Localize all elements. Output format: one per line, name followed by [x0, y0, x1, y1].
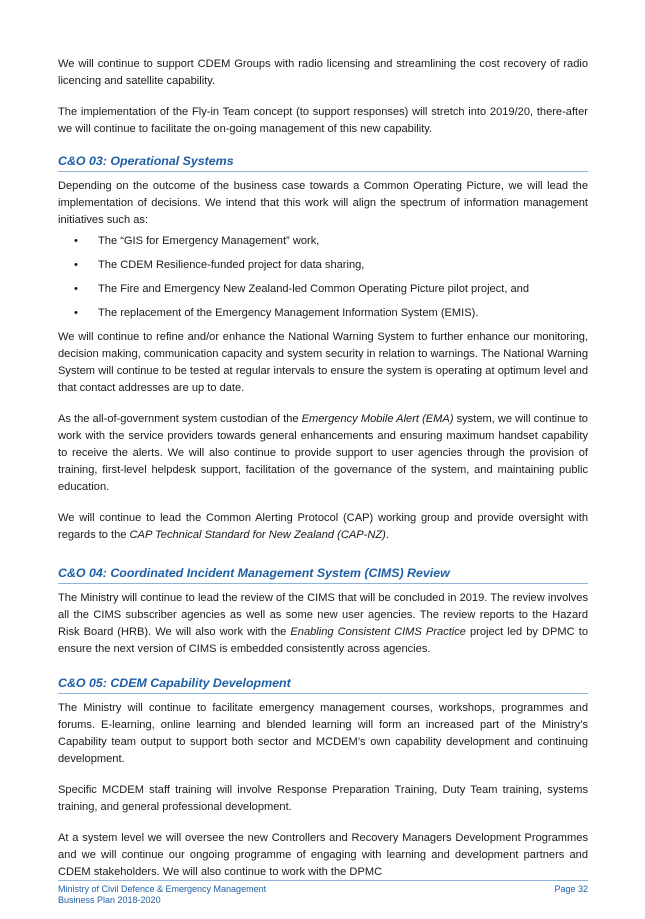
footer-doc-title: Business Plan 2018-2020 [58, 895, 161, 905]
paragraph-staff-training: Specific MCDEM staff training will involve Response Preparation Training, Duty Team training, systems training, and general professional development. [58, 784, 588, 813]
list-item: • The Fire and Emergency New Zealand-led Common Operating Picture pilot project, and [58, 281, 588, 298]
heading-co05: C&O 05: CDEM Capability Development [58, 674, 588, 694]
paragraph-cap: We will continue to lead the Common Alerting Protocol (CAP) working group and provide oversight with regards to the CAP Technical Standard for New Zealand (CAP-NZ). [58, 512, 588, 541]
bullet-icon: • [74, 235, 78, 247]
paragraph-national-warning-system: We will continue to refine and/or enhance the National Warning System to further enhance our monitoring, decision making, communication capacity and system security in relation to warnings. The National Warning System will continue to be tested at regular intervals to ensure the system is operating at optimum level and that contact addresses are up to date. [58, 331, 588, 394]
list-item: • The replacement of the Emergency Management Information System (EMIS). [58, 305, 588, 322]
list-item: • The CDEM Resilience-funded project for data sharing, [58, 257, 588, 274]
cap-emphasis: CAP Technical Standard for New Zealand (CAP-NZ) [129, 529, 386, 541]
bullet-icon: • [74, 307, 78, 319]
paragraph-fly-in-team: The implementation of the Fly-in Team concept (to support responses) will stretch into 2019/20, there-after we will continue to facilitate the on-going management of this new capability. [58, 106, 588, 135]
page-content [58, 56, 588, 895]
page-number: Page 32 [554, 884, 588, 894]
bullet-icon: • [74, 259, 78, 271]
co03-bullet-list [58, 233, 588, 322]
paragraph-co03-intro: Depending on the outcome of the business case towards a Common Operating Picture, we will lead the implementation of decisions. We intend that this work will align the spectrum of information management initiatives such as: [58, 180, 588, 226]
bullet-icon: • [74, 283, 78, 295]
paragraph-radio-licensing: We will continue to support CDEM Groups with radio licensing and streamlining the cost recovery of radio licencing and satellite capability. [58, 58, 588, 87]
heading-co04: C&O 04: Coordinated Incident Management System (CIMS) Review [58, 564, 588, 584]
page-footer [58, 880, 588, 906]
paragraph-system-level: At a system level we will oversee the new Controllers and Recovery Managers Development Programmes and we will continue our ongoing programme of engaging with learning and development partners and CDEM stakeholders. We will also continue to work with the DPMC [58, 832, 588, 878]
cims-emphasis: Enabling Consistent CIMS Practice [290, 626, 466, 638]
list-item: • The “GIS for Emergency Management” work, [58, 233, 588, 250]
heading-co03: C&O 03: Operational Systems [58, 152, 588, 172]
ema-emphasis: Emergency Mobile Alert (EMA) [301, 413, 454, 425]
paragraph-ema: As the all-of-government system custodian of the Emergency Mobile Alert (EMA) system, we will continue to work with the service providers towards general enhancements and ensuring maximum handset capability to receive the alerts. We will also continue to provide support to user agencies through the provision of training, first-level helpdesk support, facilitation of the governance of the system, and maintaining public education. [58, 413, 588, 493]
paragraph-capability-courses: The Ministry will continue to facilitate emergency management courses, workshops, programmes and forums. E-learning, online learning and blended learning will form an increased part of the Ministry’s Capability team output to support both sector and MCDEM’s own capability development and continuing development. [58, 702, 588, 765]
footer-org: Ministry of Civil Defence & Emergency Management [58, 884, 267, 894]
paragraph-cims: The Ministry will continue to lead the review of the CIMS that will be concluded in 2019. The review involves all the CIMS subscriber agencies as well as some new user agencies. The review reports to the Hazard Risk Board (HRB). We will also work with the Enabling Consistent CIMS Practice project led by DPMC to ensure the next version of CIMS is embedded consistently across agencies. [58, 592, 588, 655]
